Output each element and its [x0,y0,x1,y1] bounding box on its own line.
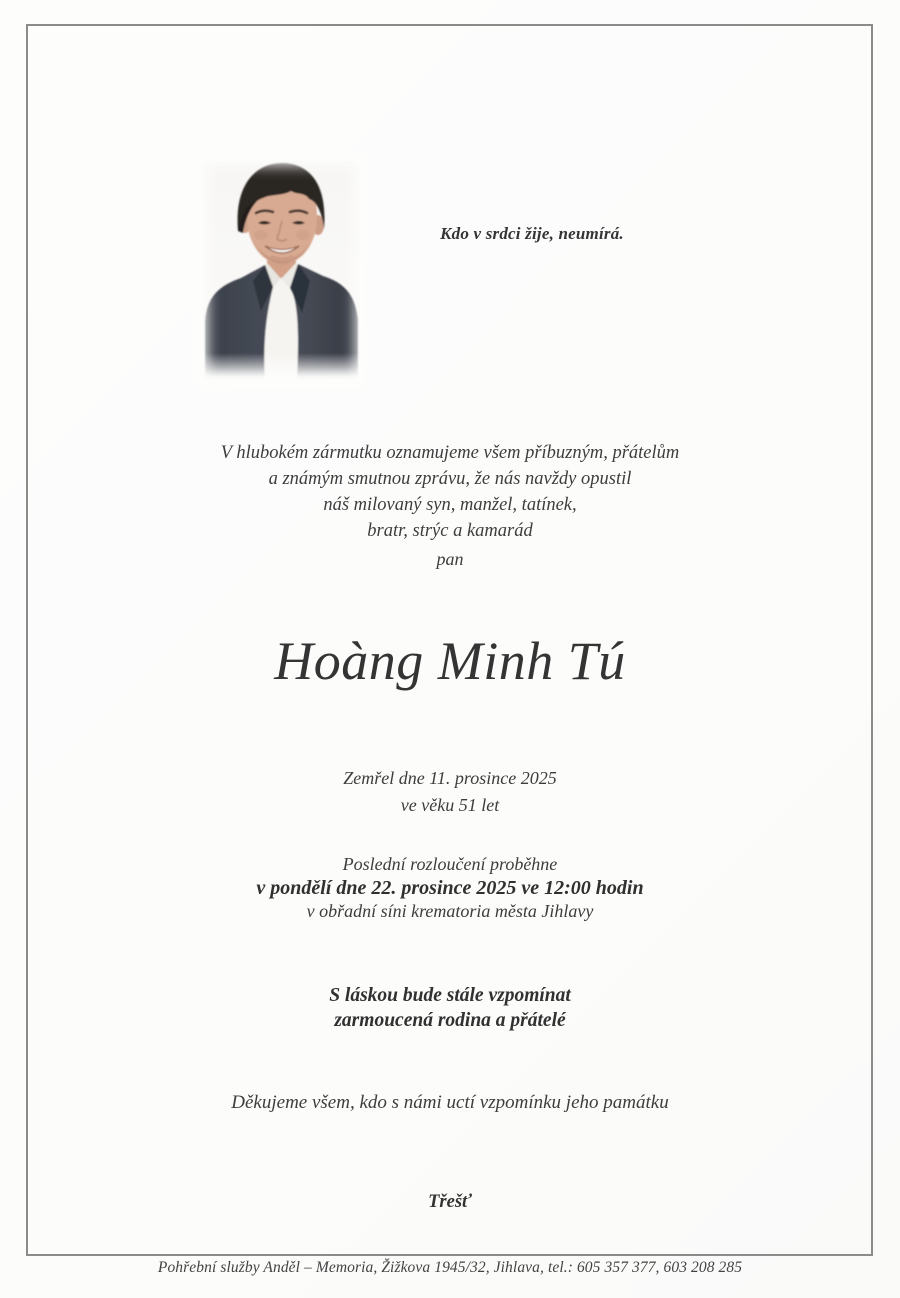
deceased-name: Hoàng Minh Tú [274,631,626,691]
announcement-text [0,440,900,544]
announcement-line: bratr, strýc a kamarád [367,521,533,541]
death-info [0,765,900,819]
announcement-line: a známým smutnou zprávu, že nás navždy opustil [268,469,632,489]
place-name: Třešť [428,1192,472,1212]
portrait-photo [203,161,360,379]
title-prefix: pan [436,549,464,569]
remembrance-line: S láskou bude stále vzpomínat [329,985,571,1006]
death-date-line: Zemřel dne 11. prosince 2025 [343,768,557,788]
remembrance-line: zarmoucená rodina a přátelé [334,1010,566,1031]
memorial-quote: Kdo v srdci žije, neumírá. [440,224,624,243]
thanks-text: Děkujeme všem, kdo s námi uctí vzpomínku jeho památku [231,1092,669,1113]
funeral-service-footer: Pohřební služby Anděl – Memoria, Žižkova 1945/32, Jihlava, tel.: 605 357 377, 603 208 285 [157,1259,743,1276]
announcement-line: V hlubokém zármutku oznamujeme všem příbuzným, přátelům [220,443,680,463]
farewell-location-line: v obřadní síni krematoria města Jihlavy [306,901,594,921]
farewell-datetime-line: v pondělí dne 22. prosince 2025 ve 12:00 hodin [256,877,644,899]
remembrance-text [0,983,900,1033]
farewell-info [0,853,900,923]
portrait-photo-drawing [203,161,360,379]
farewell-intro-line: Poslední rozloučení proběhne [342,854,558,874]
announcement-line: náš milovaný syn, manžel, tatínek, [323,495,577,515]
death-age-line: ve věku 51 let [400,795,500,815]
